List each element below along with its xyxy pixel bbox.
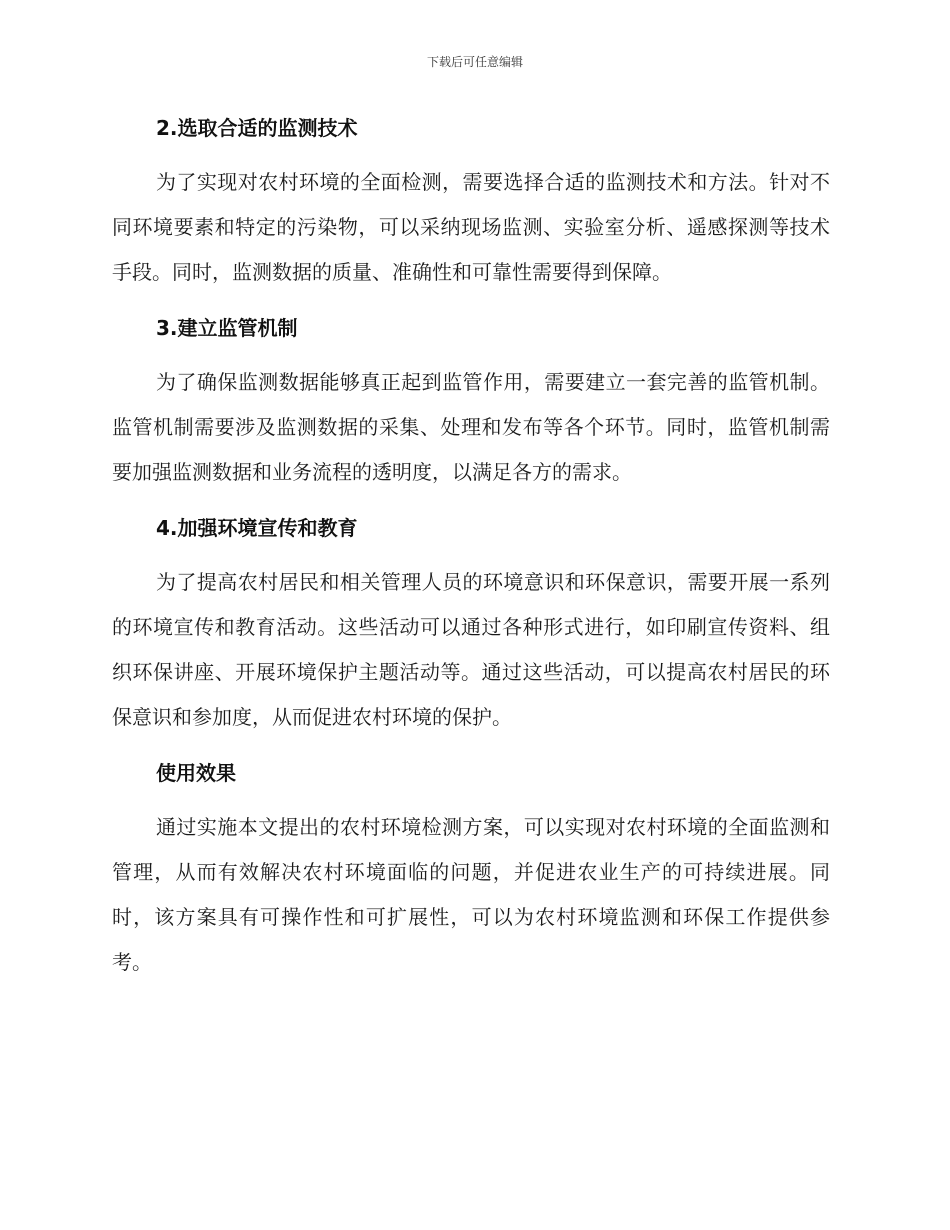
section-heading: 使用效果 bbox=[156, 761, 236, 785]
section-heading: 3.建立监管机制 bbox=[156, 316, 298, 340]
section-paragraph: 为了确保监测数据能够真正起到监管作用，需要建立一套完善的监管机制。监管机制需要涉及监测数据的采集、处理和发布等各个环节。同时，监管机制需要加强监测数据和业务流程的透明度，以满足各方的需求。 bbox=[112, 370, 830, 484]
section-paragraph: 通过实施本文提出的农村环境检测方案，可以实现对农村环境的全面监测和管理，从而有效解决农村环境面临的问题，并促进农业生产的可持续进展。同时，该方案具有可操作性和可扩展性，可以为农村环境监测和环保工作提供参考。 bbox=[112, 815, 830, 974]
page-header: 下载后可任意编辑 bbox=[426, 55, 523, 69]
section-paragraph: 为了实现对农村环境的全面检测，需要选择合适的监测技术和方法。针对不同环境要素和特定的污染物，可以采纳现场监测、实验室分析、遥感探测等技术手段。同时，监测数据的质量、准确性和可靠性需要得到保障。 bbox=[112, 170, 830, 284]
document-body bbox=[112, 110, 830, 985]
section-usage-effect bbox=[112, 759, 830, 985]
section-heading: 4.加强环境宣传和教育 bbox=[156, 516, 358, 540]
section-paragraph: 为了提高农村居民和相关管理人员的环境意识和环保意识，需要开展一系列的环境宣传和教育活动。这些活动可以通过各种形式进行，如印刷宣传资料、组织环保讲座、开展环境保护主题活动等。通过这些活动，可以提高农村居民的环保意识和参加度，从而促进农村环境的保护。 bbox=[112, 570, 830, 729]
section-environmental-education bbox=[112, 514, 830, 740]
section-monitoring-technology bbox=[112, 114, 830, 295]
section-supervision-mechanism bbox=[112, 314, 830, 495]
section-heading: 2.选取合适的监测技术 bbox=[156, 116, 358, 140]
